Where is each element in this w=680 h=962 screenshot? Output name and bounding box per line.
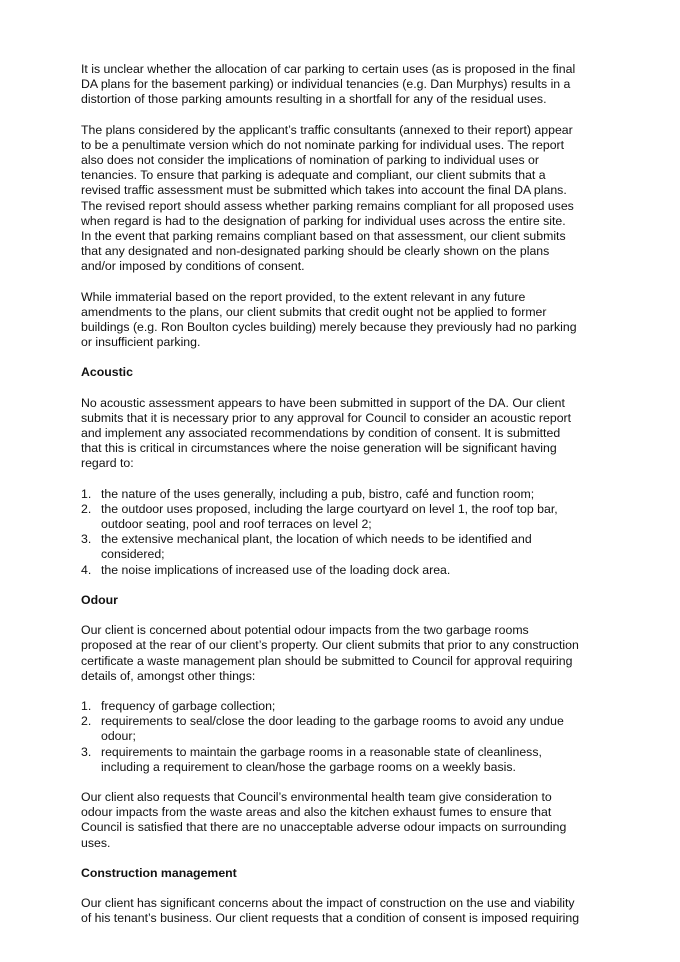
list-text: requirements to maintain the garbage rooms in a reasonable state of cleanliness, including a requirement to clean/hose the garbage rooms on a weekly basis. <box>101 744 542 774</box>
list-item <box>81 714 580 744</box>
list-item <box>81 502 580 532</box>
acoustic-list <box>81 487 580 578</box>
traffic-consultants-paragraph: The plans considered by the applicant’s traffic consultants (annexed to their report) appear to be a penultimate version which do not nominate parking for individual uses. The report also does not consider the implications of nomination of parking to individual uses or tenancies. To ensure that parking is adequate and compliant, our client submits that a revised traffic assessment must be submitted which takes into account the final DA plans. The revised report should assess whether parking remains compliant for all proposed uses when regard is had to the designation of parking for individual uses across the entire site. <box>81 122 574 228</box>
list-text: the outdoor uses proposed, including the large courtyard on level 1, the roof top bar, outdoor seating, pool and roof terraces on level 2; <box>101 501 558 532</box>
list-text: the noise implications of increased use of the loading dock area. <box>101 562 451 577</box>
construction-intro: Our client has significant concerns about the impact of construction on the use and viability of his tenant’s business. Our client requests that a condition of consent is imposed requiring <box>81 895 580 926</box>
list-number: 2. <box>81 714 92 729</box>
odour-closing: Our client also requests that Council’s environmental health team give consideration to odour impacts from the waste areas and also the kitchen exhaust fumes to ensure that Council is satisfied that there are no unacceptable adverse odour impacts on surrounding uses. <box>81 789 567 850</box>
acoustic-intro: No acoustic assessment appears to have been submitted in support of the DA. Our client submits that it is necessary prior to any approval for Council to consider an acoustic report and implement any associated recommendations by condition of consent. It is submitted that this is critical in circumstances where the noise generation will be significant having regard to: <box>81 395 572 471</box>
list-item <box>81 563 580 578</box>
list-number: 3. <box>81 744 92 759</box>
odour-list <box>81 699 580 775</box>
parking-compliance-paragraph: In the event that parking remains compliant based on that assessment, our client submits that any designated and non-designated parking should be clearly shown on the plans and/or imposed by conditions of consent. <box>81 229 566 274</box>
parking-allocation-paragraph: It is unclear whether the allocation of car parking to certain uses (as is proposed in the final DA plans for the basement parking) or individual tenancies (e.g. Dan Murphys) results in a distortion of those parking amounts resulting in a shortfall for any of the residual uses. <box>81 62 576 107</box>
list-number: 3. <box>81 532 92 547</box>
odour-heading: Odour <box>81 592 118 607</box>
list-item <box>81 699 580 714</box>
odour-intro: Our client is concerned about potential odour impacts from the two garbage rooms proposed at the rear of our client’s property. Our client submits that prior to any construction certificate a waste management plan should be submitted to Council for approval requiring details of, amongst other things: <box>81 623 579 683</box>
list-number: 2. <box>81 501 92 516</box>
acoustic-heading: Acoustic <box>81 365 133 380</box>
list-text: requirements to seal/close the door leading to the garbage rooms to avoid any undue odour; <box>101 714 564 744</box>
list-number: 4. <box>81 562 92 577</box>
construction-heading: Construction management <box>81 865 237 880</box>
list-number: 1. <box>81 486 92 501</box>
list-text: frequency of garbage collection; <box>101 698 276 713</box>
list-item <box>81 532 580 562</box>
list-item <box>81 487 580 502</box>
list-number: 1. <box>81 698 92 713</box>
credit-paragraph: While immaterial based on the report provided, to the extent relevant in any future amendments to the plans, our client submits that credit ought not be applied to former buildings (e.g. Ron Boulton cycles building) merely because they previously had no parking or insufficient parking. <box>81 289 577 350</box>
list-text: the extensive mechanical plant, the location of which needs to be identified and considered; <box>101 532 532 562</box>
list-item <box>81 745 580 775</box>
list-text: the nature of the uses generally, including a pub, bistro, café and function room; <box>101 486 535 501</box>
